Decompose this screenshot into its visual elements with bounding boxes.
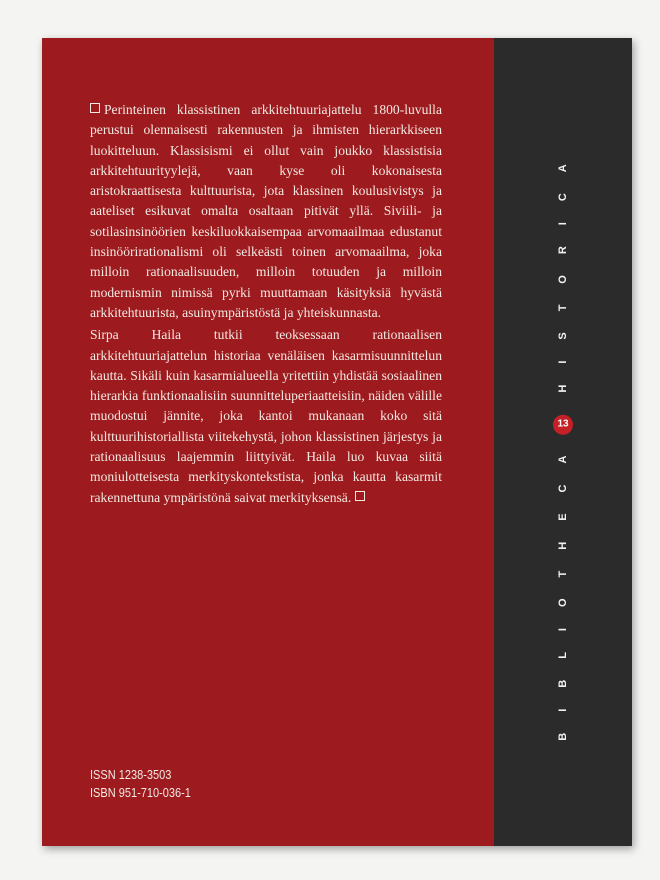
blurb — [90, 100, 442, 510]
paragraph-1-text: Perinteinen klassistinen arkkitehtuuriajattelu 1800-luvulla perustui olennaisesti rakennusten ja ihmisten hierarkkiseen luokitteluun. Klassisismi ei ollut vain joukko klassistisia arkkitehtuurityylejä, vaan kyse oli kokonaisesta aristokraattisesta kulttuurista, jota klassinen koulusivistys ja aateliset esikuvat omalta osaltaan pitivät yllä. Siviili- ja sotilasinsinöörien keskiluokkaisempaa arvomaailmaa edustanut insinöörirationalismi oli selkeästi toinen arvomaailma, joka milloin rationaalisuuden, milloin totuuden ja milloin modernismin nimissä pyrki muuttamaan käsityksiä hyvästä arkkitehtuurista, asuinympäristöstä ja yhteiskunnasta. — [90, 102, 442, 320]
issn: ISSN 1238-3503 — [90, 768, 172, 782]
series-word-1: BIBLIOTHECA — [557, 434, 569, 741]
volume-badge: 13 — [553, 415, 573, 435]
isbn: ISBN 951-710-036-1 — [90, 786, 191, 800]
spine-panel — [494, 38, 632, 846]
blurb-paragraph-1 — [90, 100, 442, 323]
checkbox-bullet-icon — [90, 103, 100, 113]
series-word-2: HISTORICA — [557, 143, 569, 393]
paragraph-2-text: Sirpa Haila tutkii teoksessaan rationaalisen arkkitehtuuriajattelun historiaa venäläisen kasarmisuunnittelun kautta. Sikäli kuin kasarmialueella yritettiin yhdistää sosiaalinen hierarkia funktionaalisiin suunnitteluperiaatteisiin, näiden välille muodostui jännite, joka kantoi mukanaan koko sitä kulttuurihistoriallista viitekehystä, johon klassistinen järjestys ja rationaalisuus laajemmin liittyivät. Haila luo kuvaa siitä moniulotteisesta merkityskontekstista, jonka kautta kasarmit rakennettuna ympäristönä saivat merkityksensä. — [90, 327, 442, 505]
identifiers — [90, 766, 191, 802]
book-back-cover — [42, 38, 632, 846]
end-square-icon — [355, 491, 365, 501]
blurb-paragraph-2 — [90, 325, 442, 508]
series-title — [553, 143, 573, 740]
